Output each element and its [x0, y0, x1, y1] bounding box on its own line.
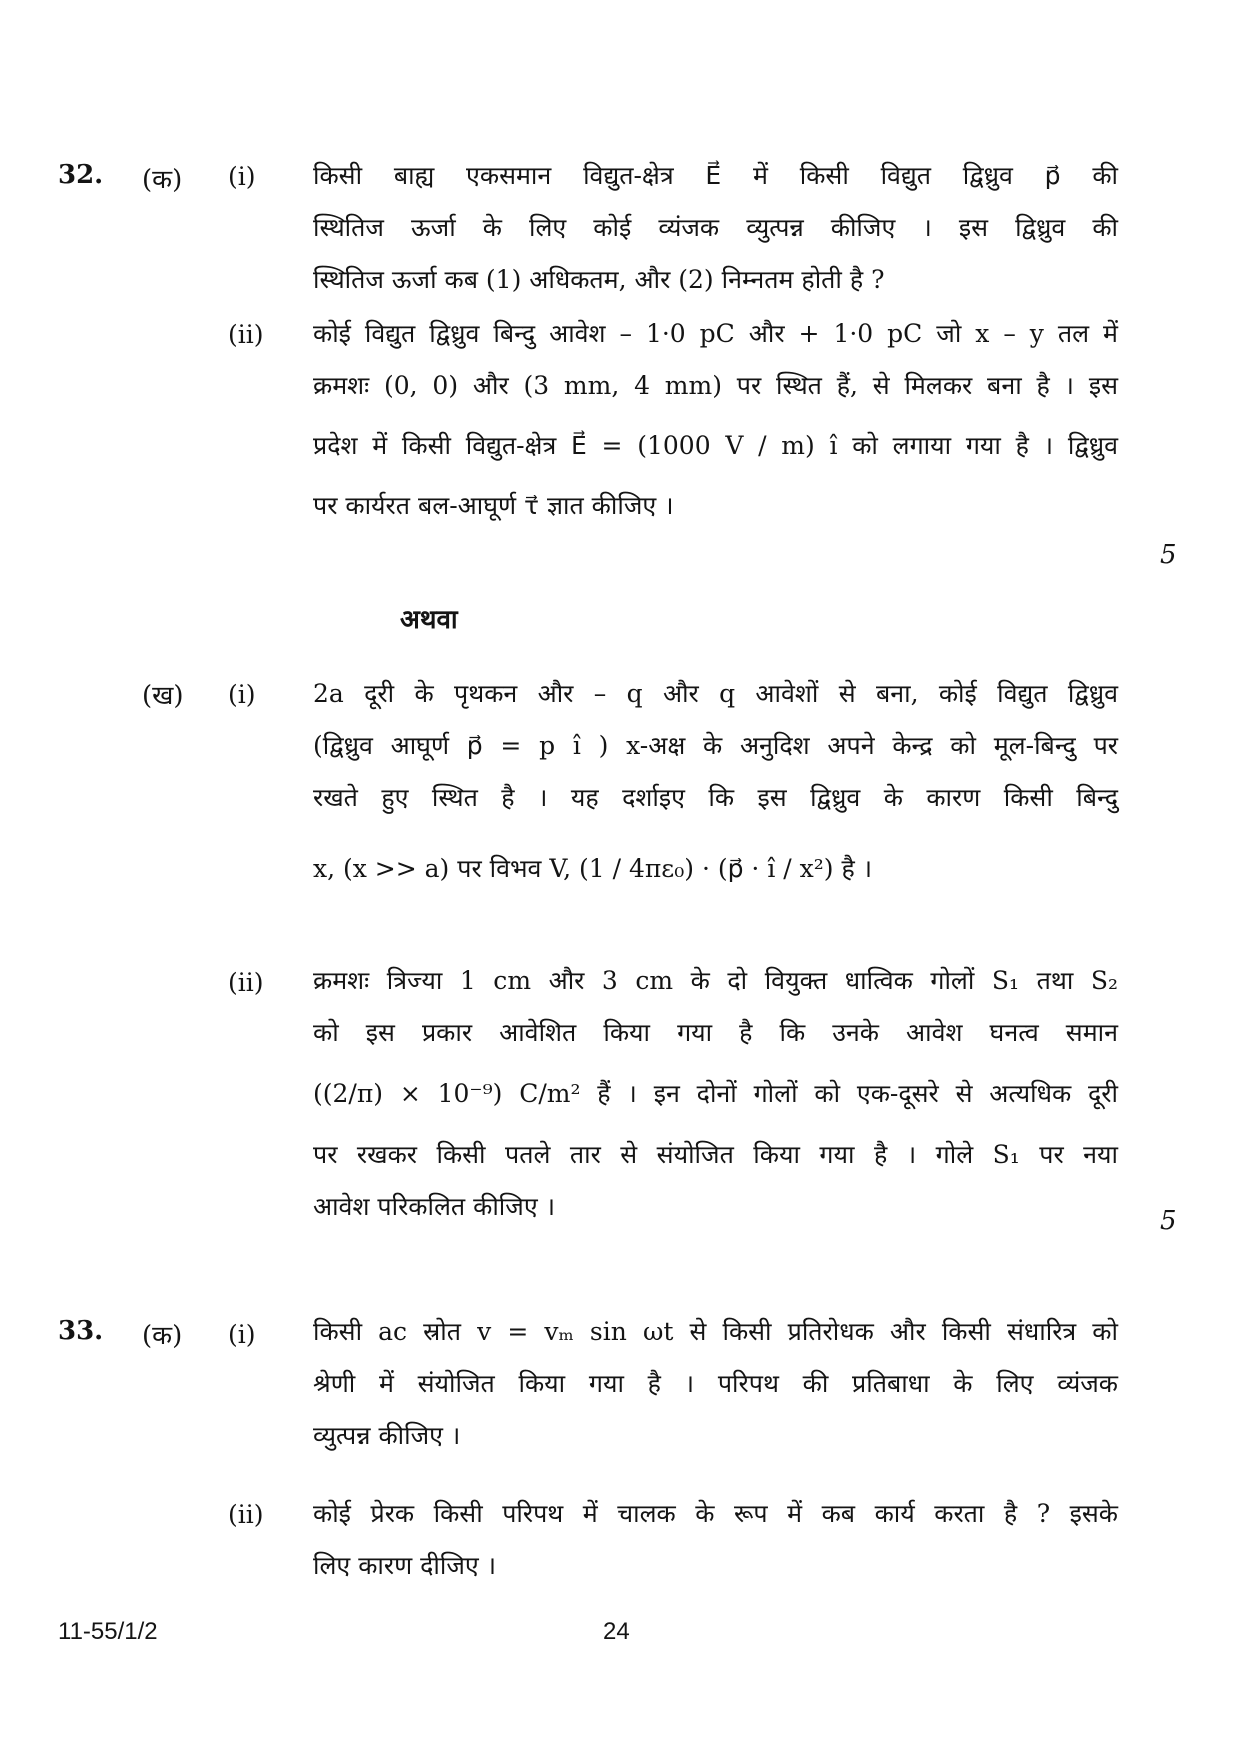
- line: स्थितिज ऊर्जा के लिए कोई व्यंजक व्युत्पन्न कीजिए । इस द्विध्रुव की: [313, 213, 1118, 242]
- question-number-32: 32.: [58, 160, 104, 190]
- line: क्रमशः (0, 0) और (3 mm, 4 mm) पर स्थित हैं, से मिलकर बना है । इस: [313, 371, 1118, 400]
- text-32b-i: [313, 668, 1118, 914]
- line: रखते हुए स्थित है । यह दर्शाइए कि इस द्विध्रुव के कारण किसी बिन्दु: [313, 783, 1118, 812]
- text-32b-ii: [313, 955, 1118, 1233]
- line: लिए कारण दीजिए ।: [313, 1551, 497, 1580]
- part-label-32b: (ख): [142, 681, 184, 711]
- marks-32a: 5: [1160, 540, 1177, 570]
- line: कोई विद्युत द्विध्रुव बिन्दु आवेश – 1·0 pC और + 1·0 pC जो x – y तल में: [313, 319, 1118, 348]
- line: स्थितिज ऊर्जा कब (1) अधिकतम, और (2) निम्नतम होती है ?: [313, 265, 885, 294]
- sub-label-32b-ii: (ii): [228, 968, 264, 997]
- line: कोई प्रेरक किसी परिपथ में चालक के रूप में कब कार्य करता है ? इसके: [313, 1499, 1118, 1528]
- line: x, (x >> a) पर विभव V, (1 / 4πε₀) · (p⃗ · î / x²) है ।: [313, 854, 873, 883]
- sub-label-32a-ii: (ii): [228, 320, 264, 349]
- line: पर कार्यरत बल-आघूर्ण τ⃗ ज्ञात कीजिए ।: [313, 491, 674, 520]
- line: को इस प्रकार आवेशित किया गया है कि उनके आवेश घनत्व समान: [313, 1018, 1118, 1047]
- line: आवेश परिकलित कीजिए ।: [313, 1192, 556, 1221]
- line: क्रमशः त्रिज्या 1 cm और 3 cm के दो वियुक्त धात्विक गोलों S₁ तथा S₂: [313, 966, 1118, 995]
- line: व्युत्पन्न कीजिए ।: [313, 1421, 461, 1450]
- part-label-32a: (क): [142, 165, 183, 195]
- paper-code: 11-55/1/2: [58, 1618, 158, 1645]
- line: पर रखकर किसी पतले तार से संयोजित किया गया है । गोले S₁ पर नया: [313, 1140, 1118, 1169]
- line: श्रेणी में संयोजित किया गया है । परिपथ की प्रतिबाधा के लिए व्यंजक: [313, 1369, 1118, 1398]
- part-label-33a: (क): [142, 1321, 183, 1351]
- text-32a-i: [313, 150, 1118, 306]
- text-33a-i: [313, 1306, 1118, 1462]
- line: किसी ac स्रोत v = vₘ sin ωt से किसी प्रतिरोधक और किसी संधारित्र को: [313, 1317, 1118, 1346]
- question-number-33: 33.: [58, 1316, 104, 1346]
- sub-label-33a-i: (i): [228, 1320, 256, 1349]
- line: (द्विध्रुव आघूर्ण p⃗ = p î ) x-अक्ष के अनुदिश अपने केन्द्र को मूल-बिन्दु पर: [313, 731, 1118, 760]
- or-separator: अथवा: [400, 605, 458, 635]
- sub-label-32a-i: (i): [228, 162, 256, 191]
- sub-label-33a-ii: (ii): [228, 1500, 264, 1529]
- line: प्रदेश में किसी विद्युत-क्षेत्र E⃗ = (1000 V / m) î को लगाया गया है । द्विध्रुव: [313, 431, 1118, 460]
- text-33a-ii: [313, 1488, 1118, 1592]
- sub-label-32b-i: (i): [228, 680, 256, 709]
- line: किसी बाह्य एकसमान विद्युत-क्षेत्र E⃗ में किसी विद्युत द्विध्रुव p⃗ की: [313, 161, 1118, 190]
- line: ((2/π) × 10⁻⁹) C/m² हैं । इन दोनों गोलों को एक-दूसरे से अत्यधिक दूरी: [313, 1079, 1118, 1108]
- line: 2a दूरी के पृथकन और – q और q आवेशों से बना, कोई विद्युत द्विध्रुव: [313, 679, 1118, 708]
- marks-32b: 5: [1160, 1206, 1177, 1236]
- text-32a-ii: [313, 308, 1118, 532]
- page-number: 24: [603, 1618, 630, 1645]
